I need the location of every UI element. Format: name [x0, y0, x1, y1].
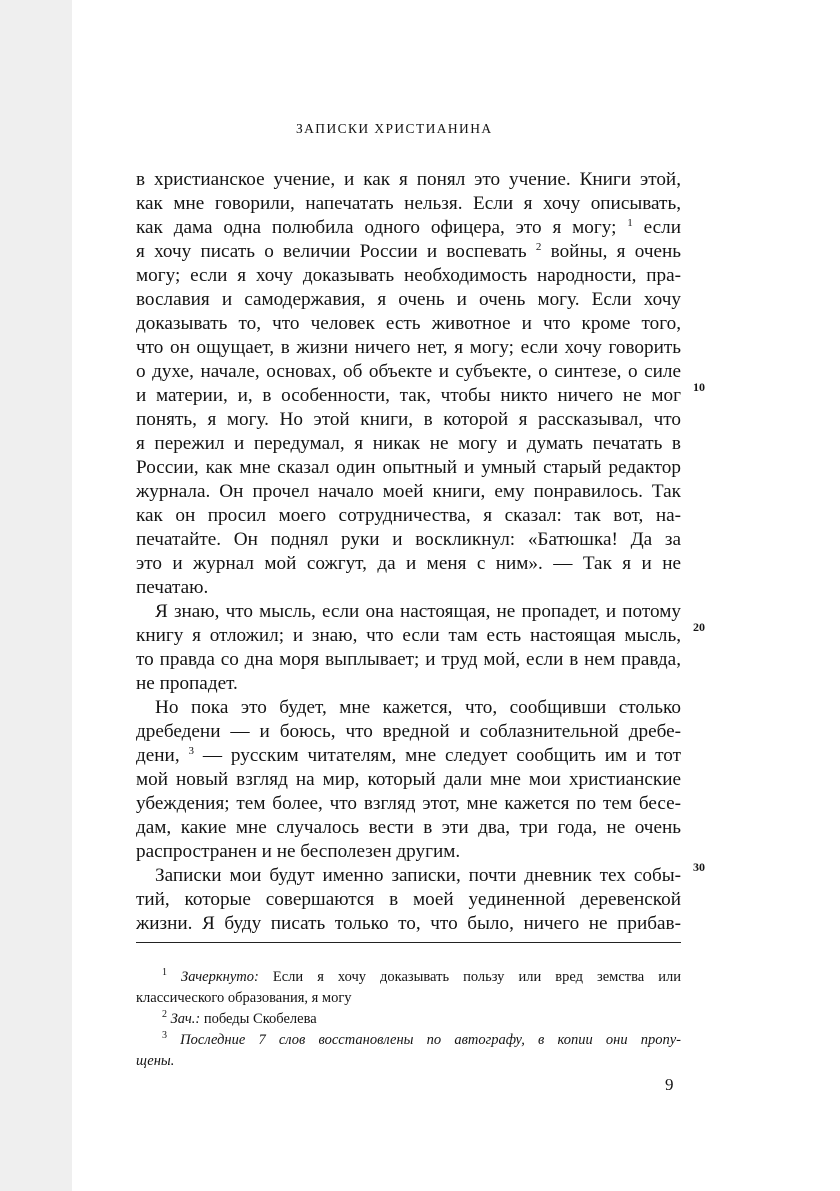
text-line: не пропадет.	[136, 673, 238, 694]
text-line: и материи, и, в особенности, так, чтобы никто ничего не мог	[136, 385, 681, 406]
footnote-ref: 3	[188, 745, 194, 757]
text-line: Записки мои будут именно записки, почти дневник тех собы-	[155, 865, 681, 886]
text-line: печатайте. Он поднял руки и воскликнул: «Батюшка! Да за	[136, 529, 681, 550]
page-number: 9	[665, 1075, 674, 1094]
text-line: как дама одна полюбила одного офицера, это я могу; $^1$ если	[136, 217, 682, 238]
text-line: то правда со дна моря выплывает; и труд мой, если в нем правда,	[136, 649, 681, 670]
text-line: дени, $^3$ — русским читателям, мне следует сообщить им и тот	[136, 745, 682, 766]
footnote-ref: 1	[627, 217, 633, 229]
running-head: ЗАПИСКИ ХРИСТИАНИНА	[296, 121, 493, 136]
text-line: могу; если я хочу доказывать необходимость народности, пра-	[136, 265, 681, 286]
text-line: тий, которые совершаются в моей уединенной деревенской	[136, 889, 681, 910]
text-line: что он ощущает, в жизни ничего нет, я могу; если хочу говорить	[136, 337, 681, 358]
text-line: печатаю.	[136, 577, 209, 598]
text-line: Но пока это будет, мне кажется, что, сообщивши столько	[155, 697, 681, 718]
text-line: о духе, начале, основах, об объекте и субъекте, о синтезе, о силе	[136, 361, 681, 382]
text-line: журнала. Он прочел начало моей книги, ему понравилось. Так	[136, 481, 681, 502]
footnote-ref: 2	[535, 241, 542, 253]
footnote-divider	[136, 942, 681, 943]
text-line: жизни. Я буду писать только то, что было, ничего не прибав-	[136, 913, 681, 934]
line-number: 30	[693, 860, 705, 874]
text-line: дребедени — и боюсь, что вредной и соблазнительной дребе-	[136, 721, 681, 742]
text-line: я хочу писать о величии России и воспевать $^2$ войны, я очень	[136, 241, 682, 262]
text-line: убеждения; тем более, что взгляд этот, мне кажется по тем бесе-	[136, 793, 681, 814]
footnote: классического образования, я могу	[136, 990, 352, 1006]
footnote: $^1$ Зачеркнуто: Если я хочу доказывать пользу или вред земства или	[162, 967, 681, 985]
text-line: понять, я могу. Но этой книги, в которой я рассказывал, что	[136, 409, 681, 430]
text-line: дам, какие мне случалось вести в эти два, три года, не очень	[136, 817, 681, 838]
text-line: в христианское учение, и как я понял это учение. Книги этой,	[136, 169, 681, 190]
line-number: 20	[693, 620, 705, 634]
text-line: вославия и самодержавия, я очень и очень могу. Если хочу	[136, 289, 681, 310]
text-line: Я знаю, что мысль, если она настоящая, не пропадет, и потому	[155, 601, 681, 622]
text-line: это и журнал мой сожгут, да и меня с ним». — Так я и не	[136, 553, 681, 574]
text-line: я пережил и передумал, я никак не могу и думать печатать в	[136, 433, 681, 454]
text-line: распространен и не бесполезен другим.	[136, 841, 461, 862]
footnote: $^3$ Последние 7 слов восстановлены по автографу, в копии они пропу-	[162, 1030, 682, 1048]
footnote: щены.	[136, 1053, 175, 1069]
text-line: как мне говорили, напечатать нельзя. Если я хочу описывать,	[136, 193, 681, 214]
line-number: 10	[693, 380, 705, 394]
text-line: как он просил моего сотрудничества, я сказал: так вот, на-	[136, 505, 681, 526]
text-line: России, как мне сказал один опытный и умный старый редактор	[136, 457, 681, 478]
footnote: $^2$ Зач.: победы Скобелева	[162, 1009, 317, 1027]
text-line: доказывать то, что человек есть животное и что кроме того,	[136, 313, 681, 334]
text-line: мой новый взгляд на мир, который дали мне мои христианские	[136, 769, 681, 790]
text-line: книгу я отложил; и знаю, что если там есть настоящая мысль,	[136, 625, 681, 646]
